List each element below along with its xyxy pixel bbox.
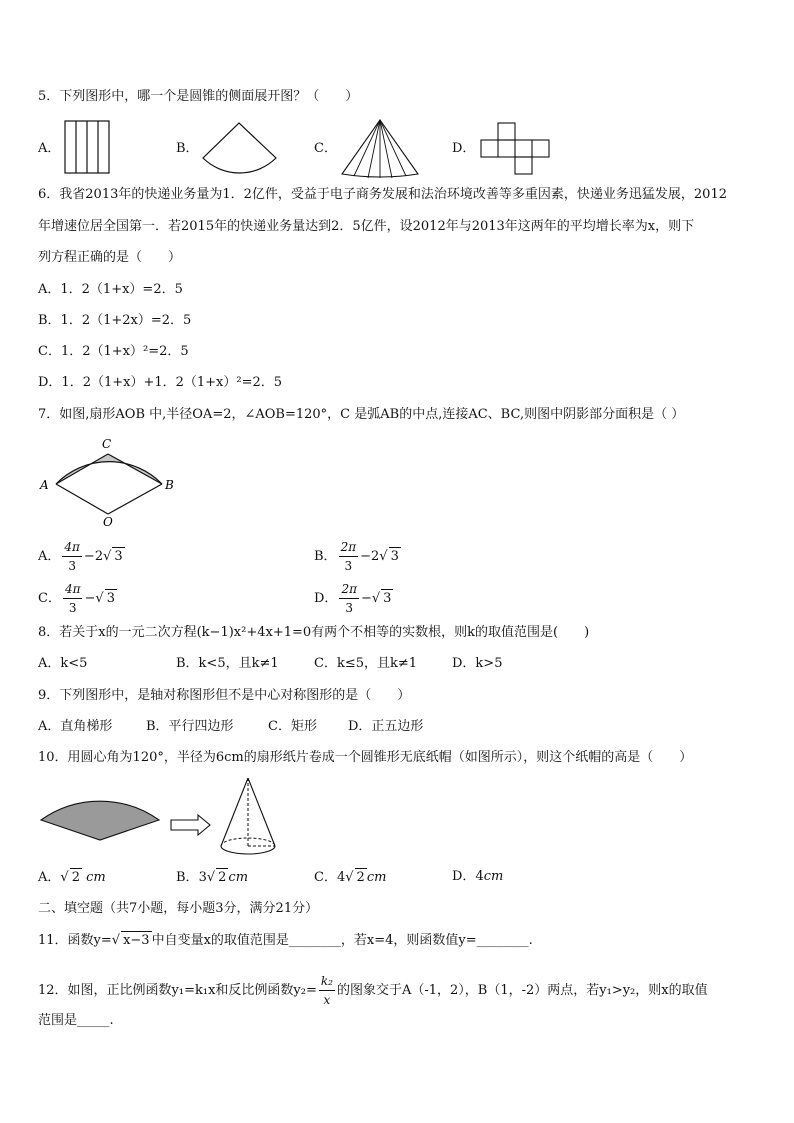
q7-label-c: C [102, 437, 112, 451]
q12-stem-line-2: 范围是_____. [38, 1013, 114, 1028]
q9-option-b: B．平行四边形 [146, 719, 234, 734]
q7-option-d: D． $\frac{2\pi}{3}$ −√ 3 [314, 582, 392, 615]
q5-option-d-label: D． [452, 141, 476, 156]
q7-option-b: B． $\frac{2\pi}{3}$ −2√ 3 [314, 540, 399, 573]
q8-stem: 8．若关于x的一元二次方程(k−1)x²+4x+1=0有两个不相等的实数根，则k的取值范围是( ) [38, 625, 590, 640]
q7-label-a: A [40, 478, 49, 492]
q10-option-a: A．√ 2 cm [38, 870, 106, 885]
q6-option-d: D．1．2（1+x）+1．2（1+x）²=2．5 [38, 375, 283, 390]
q5-option-b-label: B． [176, 141, 199, 156]
section-2-heading: 二、填空题（共7小题，每小题3分，满分21分） [38, 901, 319, 916]
q7-stem: 7．如图,扇形AOB 中,半径OA=2，∠AOB=120°，C 是弧AB的中点,连接AC、BC,则图中阴影部分面积是（ ） [38, 407, 685, 422]
q9-option-a: A．直角梯形 [38, 719, 113, 734]
q6-option-b: B．1．2（1+2x）=2．5 [38, 313, 192, 328]
q10-option-d: D．4cm [452, 869, 504, 884]
q6-option-a: A．1．2（1+x）=2．5 [38, 282, 183, 297]
q12-stem: 12．如图，正比例函数y₁=k₁x和反比例函数y₂= $\frac{\text{k₂}}{x}$ 的图象交于A（-1，2），B（1，-2）两点，若y₁>y₂，则x的取值 [38, 974, 708, 1007]
q5-stem: 5．下列图形中，哪一个是圆锥的侧面展开图？（ ） [38, 89, 359, 104]
q10-figure-sector [38, 778, 163, 844]
q5-option-c-label: C． [314, 141, 337, 156]
q7-figure-sector [38, 434, 178, 528]
q8-option-c: C．k≤5，且k≠1 [314, 656, 418, 671]
q5-figure-sector [200, 120, 280, 172]
q5-figure-pyramid-fan [340, 118, 420, 180]
q7-option-a: A． $\frac{4\pi}{3}$ −2√ 3 [38, 540, 123, 573]
q10-stem: 10．用圆心角为120°，半径为6cm的扇形纸片卷成一个圆锥形无底纸帽（如图所示），则这个纸帽的高是（ ） [38, 750, 693, 765]
q6-stem-line-3: 列方程正确的是（ ） [38, 250, 182, 265]
q6-stem-line-2: 年增速位居全国第一．若2015年的快递业务量达到2．5亿件，设2012年与2013年这两年的平均增长率为x，则下 [38, 219, 695, 234]
q5-figure-rectangles [64, 120, 114, 176]
q10-option-b: B．3√ 2 cm [176, 870, 249, 885]
q6-option-c: C．1．2（1+x）²=2．5 [38, 344, 189, 359]
q7-label-b: B [165, 478, 174, 492]
q5-option-a-label: A． [38, 141, 61, 156]
q9-stem: 9．下列图形中，是轴对称图形但不是中心对称图形的是（ ） [38, 688, 411, 703]
q8-option-a: A．k<5 [38, 656, 88, 671]
q7-label-o: O [103, 515, 113, 529]
q8-option-b: B．k<5，且k≠1 [176, 656, 279, 671]
q9-option-c: C．矩形 [268, 719, 317, 734]
q10-option-c: C．4√ 2 cm [314, 870, 387, 885]
q5-figure-cube-net [480, 122, 552, 178]
q10-figure-arrow [170, 814, 212, 836]
q8-option-d: D．k>5 [452, 656, 503, 671]
q6-stem-line-1: 6．我省2013年的快递业务量为1．2亿件，受益于电子商务发展和法治环境改善等多重因素，快递业务迅猛发展，2012 [38, 187, 727, 202]
q7-option-c: C． $\frac{4\pi}{3}$ −√ 3 [38, 582, 115, 615]
q10-figure-cone [218, 776, 278, 860]
q9-option-d: D．正五边形 [348, 719, 424, 734]
q11-stem: 11．函数y=√ x−3 中自变量x的取值范围是________，若x=4，则函数值y=________. [38, 933, 533, 948]
